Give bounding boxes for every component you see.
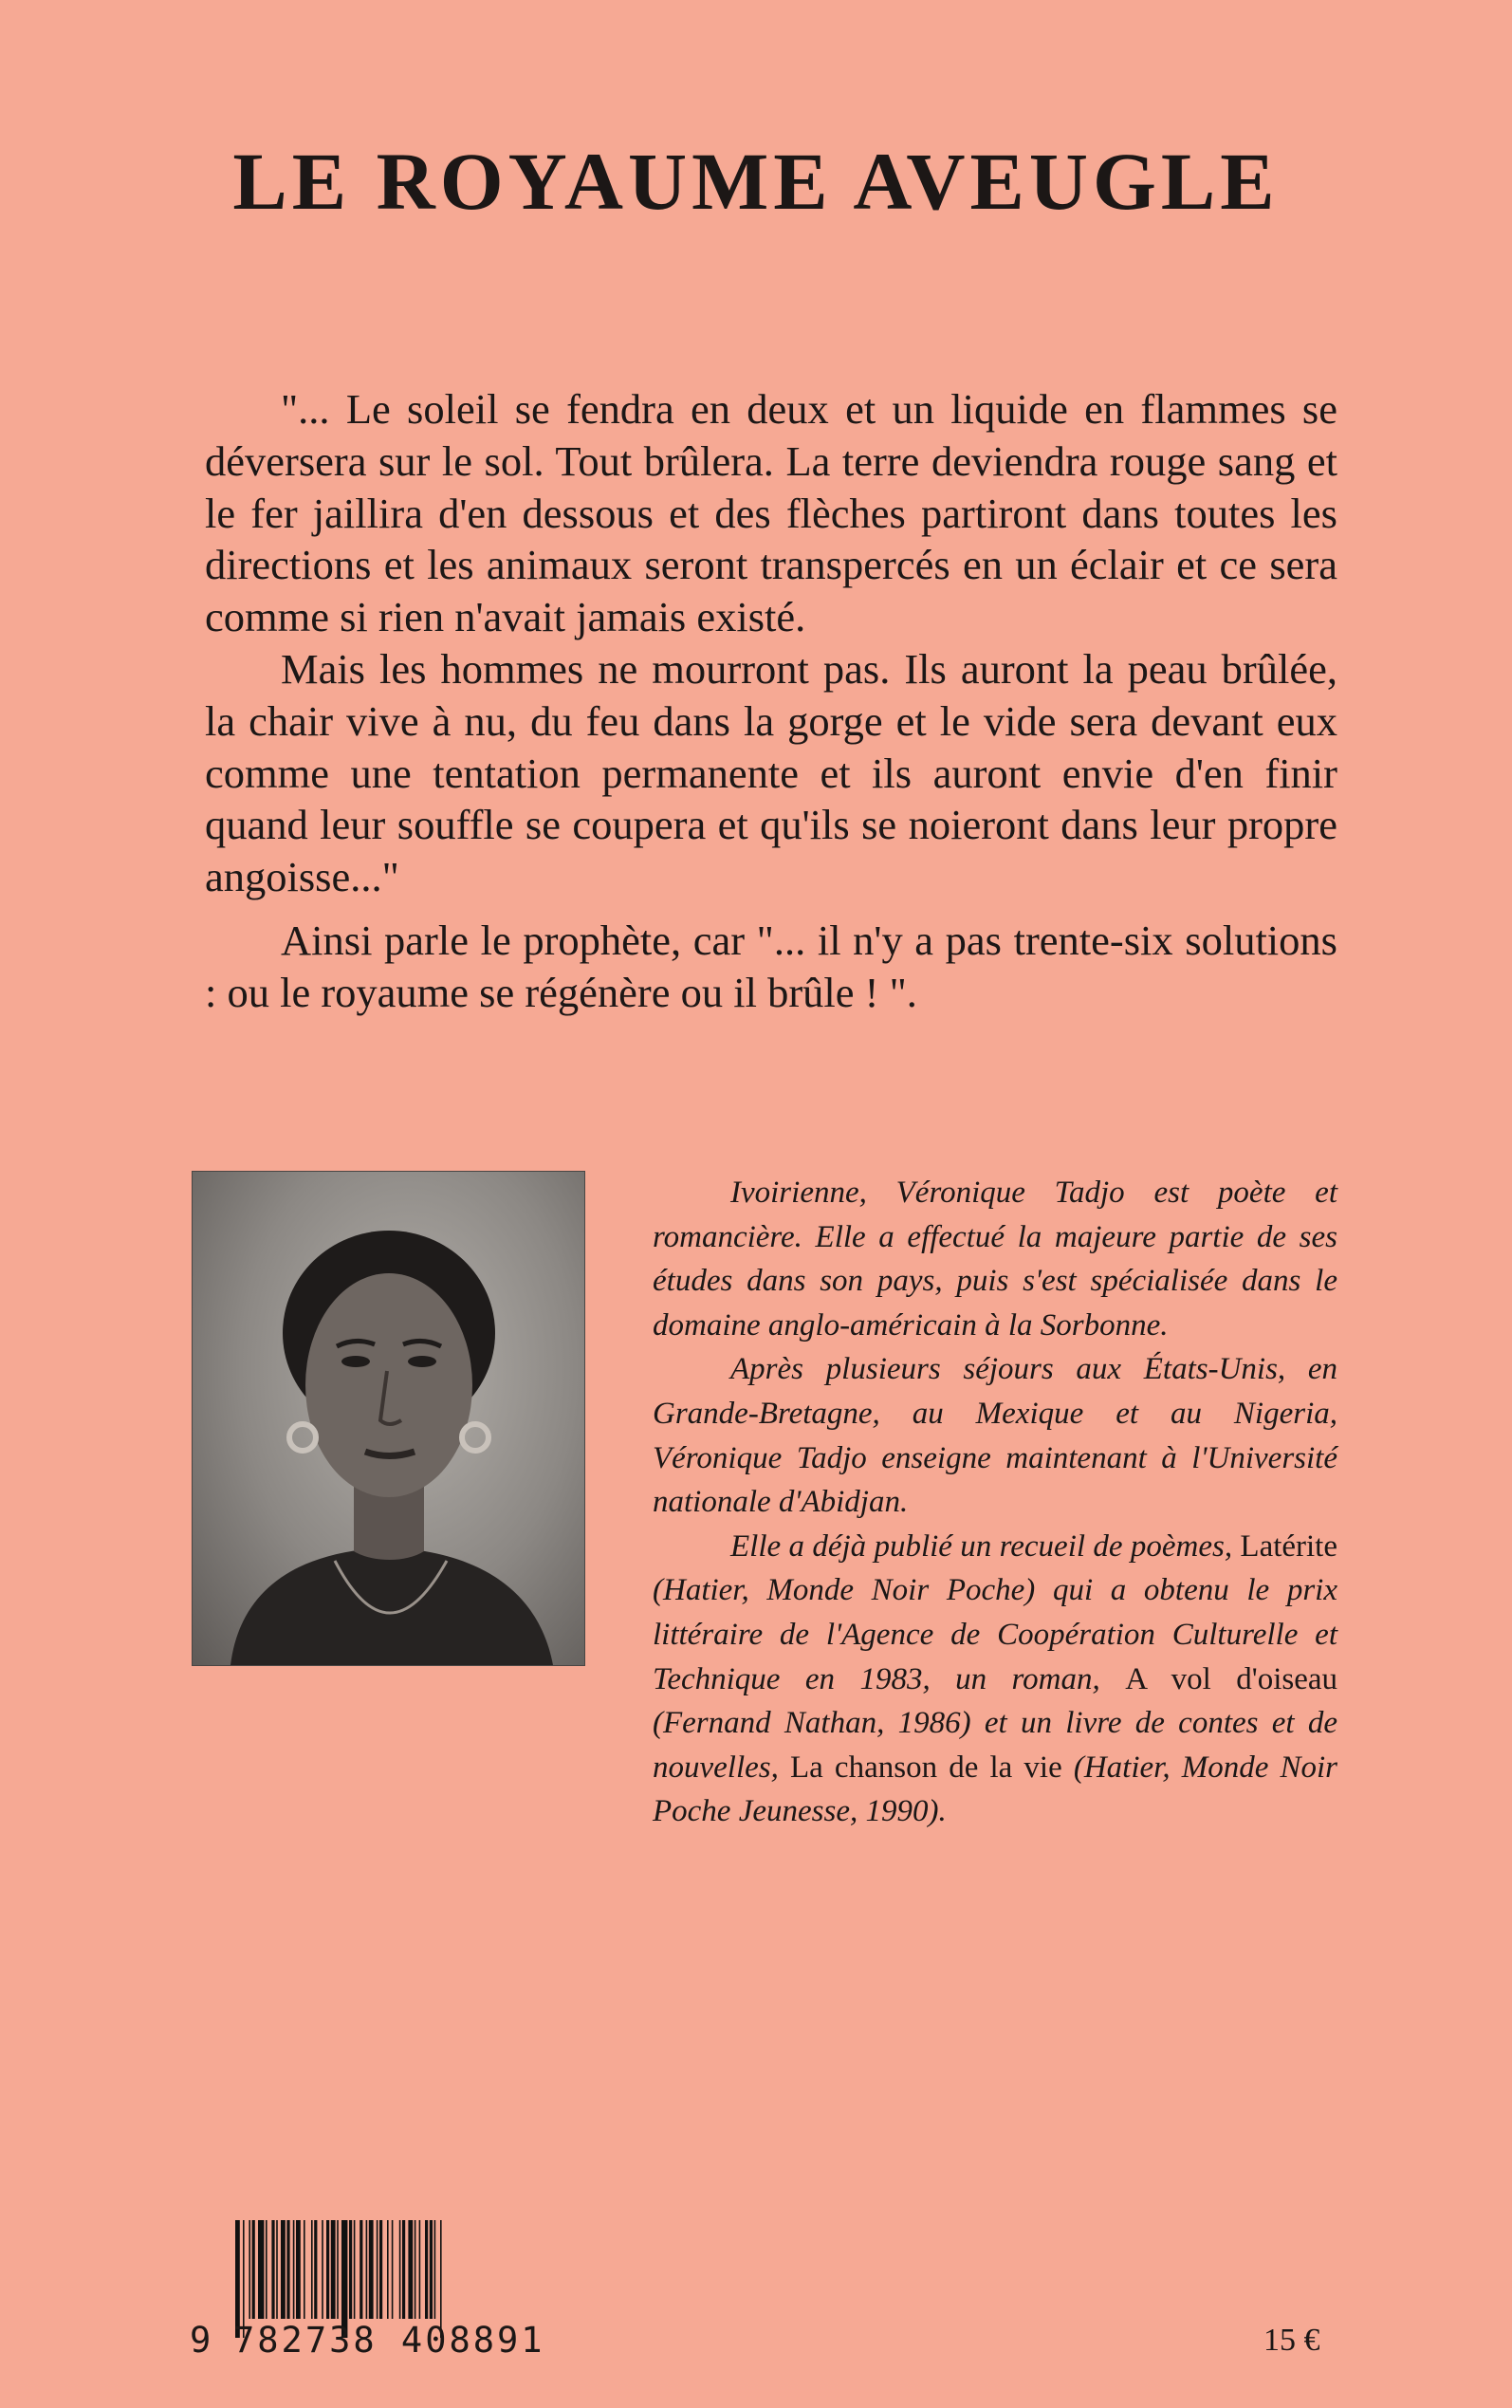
isbn-lead-digit: 9	[190, 2320, 214, 2361]
bio-text: (Hatier, Monde Noir Poche Jeunesse, 1990).	[653, 1750, 1337, 1829]
barcode-bar	[369, 2220, 374, 2319]
barcode-bar	[402, 2220, 405, 2319]
price: 15 €	[1263, 2323, 1320, 2358]
barcode-bar	[252, 2220, 255, 2319]
barcode-bar	[293, 2220, 295, 2319]
bio-paragraph-2: Après plusieurs séjours aux États-Unis, en Grande-Bretagne, au Mexique et au Nigeria, Véronique Tadjo enseigne maintenant à l'Université nationale d'Abidjan.	[653, 1352, 1337, 1520]
barcode-bar	[331, 2220, 336, 2319]
barcode-bar	[337, 2220, 339, 2319]
author-photo	[192, 1171, 585, 1666]
barcode-bar	[415, 2220, 416, 2319]
barcode-bar	[311, 2220, 313, 2319]
barcode-bar	[354, 2220, 356, 2319]
bio-text: (Fernand Nathan, 1986) et un livre de contes et de nouvelles,	[653, 1706, 1337, 1785]
barcode-bar	[425, 2220, 428, 2319]
book-title-la-chanson-de-la-vie: La chanson de la vie	[790, 1750, 1062, 1785]
barcode-bar	[249, 2220, 250, 2319]
barcode-bar	[379, 2220, 382, 2319]
barcode-bar	[276, 2220, 278, 2319]
barcode-bar	[304, 2220, 305, 2319]
barcode-bar	[387, 2220, 389, 2319]
barcode-bar	[434, 2220, 436, 2319]
barcode-bar	[271, 2220, 274, 2319]
barcode-bar	[349, 2220, 352, 2319]
barcode-bar	[360, 2220, 362, 2319]
author-biography	[653, 1171, 1337, 1834]
barcode-bar	[296, 2220, 301, 2319]
barcode-bar	[258, 2220, 264, 2319]
bio-paragraph-3	[653, 1525, 1337, 1834]
barcode-bar	[322, 2220, 323, 2319]
barcode-bar	[408, 2220, 413, 2319]
barcode-bar	[419, 2220, 421, 2319]
barcode-bar	[366, 2220, 368, 2319]
blurb-paragraph-1: "... Le soleil se fendra en deux et un liquide en flammes se déversera sur le sol. Tout brûlera. La terre deviendra rouge sang et le fer jaillira d'en dessous et des flèches partiront dans toutes les directions et les animaux seront transpercés en un éclair et ce sera comme si rien n'avait jamais existé.	[205, 385, 1337, 641]
book-title-a-vol-doiseau: A vol d'oiseau	[1125, 1661, 1337, 1696]
blurb-paragraph-2: Mais les hommes ne mourront pas. Ils auront la peau brûlée, la chair vive à nu, du feu dans la gorge et le vide sera devant eux comme une tentation permanente et ils auront envie d'en finir quand leur souffle se coupera et qu'ils se noieront dans leur propre angoisse..."	[205, 644, 1337, 901]
bio-text: (Hatier, Monde Noir Poche) qui a obtenu le prix littéraire de l'Agence de Coopération Culturelle et Technique en 1983, un roman,	[653, 1573, 1337, 1696]
blurb-paragraph-3: Ainsi parle le prophète, car "... il n'y a pas trente-six solutions : ou le royaume se régénère ou il brûle ! ".	[205, 916, 1337, 1016]
book-title: LE ROYAUME AVEUGLE	[232, 136, 1280, 227]
bio-text: Elle a déjà publié un recueil de poèmes,	[730, 1528, 1241, 1564]
barcode-bar	[281, 2220, 286, 2319]
barcode-bar	[399, 2220, 401, 2319]
barcode-bar	[266, 2220, 267, 2319]
barcode-bar	[286, 2220, 289, 2319]
blurb-text	[205, 383, 1337, 1019]
bio-paragraph-1: Ivoirienne, Véronique Tadjo est poète et romancière. Elle a effectué la majeure partie de ses études dans son pays, puis s'est spécialisée dans le domaine anglo-américain à la Sorbonne.	[653, 1176, 1337, 1343]
isbn-digits: 782738 408891	[233, 2320, 545, 2361]
barcode-bar	[377, 2220, 378, 2319]
barcode-bar	[430, 2220, 433, 2319]
barcode-bar	[326, 2220, 329, 2319]
barcode-bar	[314, 2220, 317, 2319]
book-title-laterite: Latérite	[1240, 1528, 1337, 1564]
barcode-bar	[392, 2220, 394, 2319]
